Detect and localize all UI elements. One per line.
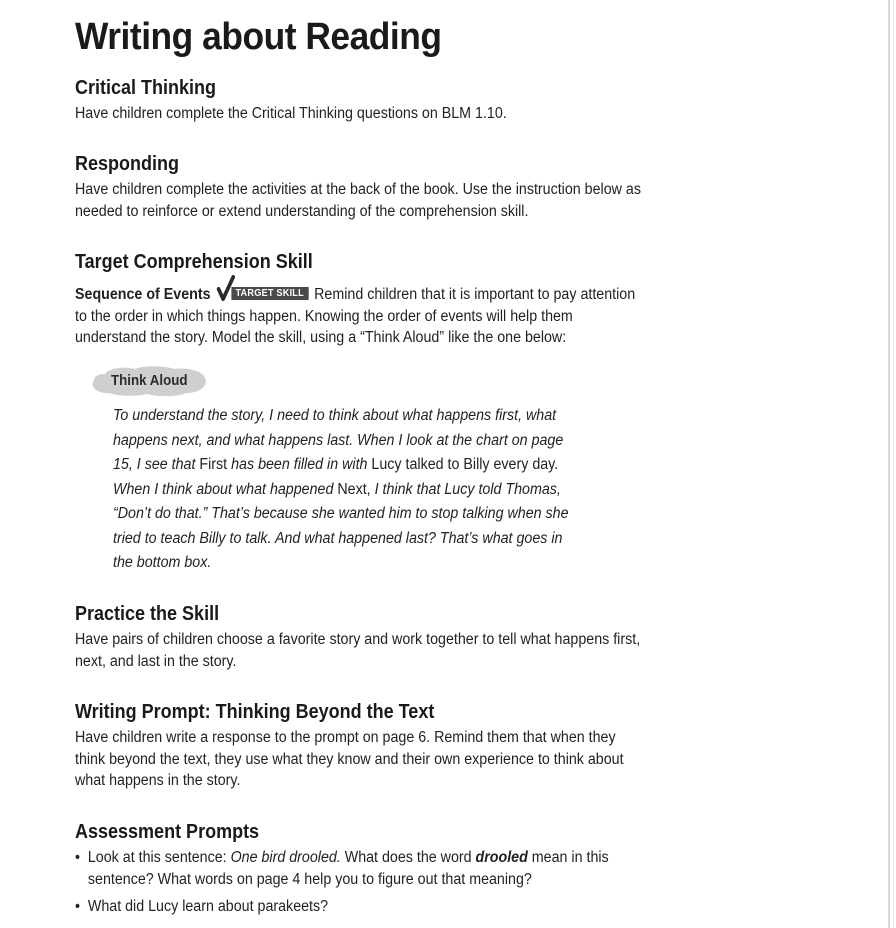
page-edge-shadow: [893, 0, 894, 928]
section-critical-thinking: [75, 76, 675, 125]
section-heading: Critical Thinking: [75, 77, 217, 99]
section-text: [75, 727, 664, 792]
assessment-list: [75, 847, 675, 918]
text-fragment: mean in this: [527, 849, 609, 866]
section-text: [75, 629, 664, 672]
text-line: To understand the story, I need to think about what happens first, what: [113, 407, 557, 424]
text-line: needed to reinforce or extend understanding of the comprehension skill.: [75, 202, 529, 220]
text-fragment: Next,: [337, 480, 371, 498]
text-line: next, and last in the story.: [75, 652, 237, 670]
text-fragment: Look at this sentence:: [87, 849, 231, 866]
text-line: the bottom box.: [113, 554, 212, 571]
text-fragment: One bird drooled.: [230, 849, 341, 866]
content: [75, 14, 675, 915]
section-responding: [75, 152, 675, 222]
text-line: sentence? What words on page 4 help you to figure out that meaning?: [87, 870, 532, 888]
text-fragment: First: [199, 456, 228, 473]
text-fragment: has been filled in with: [227, 456, 372, 473]
text-fragment: What does the word: [340, 849, 476, 866]
think-aloud-bubble: [91, 366, 209, 398]
text-line: Have children complete the activities at the back of the book. Use the instruction below as: [75, 181, 641, 198]
text-fragment: 15, I see that: [113, 456, 200, 473]
text-line: think beyond the text, they use what they know and their own experience to think about: [75, 750, 624, 768]
skill-name: Sequence of Events: [75, 286, 211, 303]
page-title: Writing about Reading: [75, 16, 442, 58]
think-aloud-block: [91, 366, 631, 576]
section-heading: Writing Prompt: Thinking Beyond the Text: [75, 701, 435, 723]
text-line: what happens in the story.: [75, 772, 241, 789]
text-fragment: I think that Lucy told Thomas,: [370, 480, 561, 498]
badge-label: TARGET SKILL: [231, 287, 308, 300]
bullet-icon: •: [75, 849, 81, 866]
section-assessment: [75, 820, 675, 924]
think-aloud-label: Think Aloud: [111, 373, 188, 389]
text-line: to the order in which things happen. Knowing the order of events will help them: [75, 307, 573, 325]
think-aloud-text: [113, 404, 582, 576]
text-fragment: drooled: [475, 849, 528, 866]
section-text: Have children complete the Critical Thinking questions on BLM 1.10.: [75, 105, 507, 122]
text-fragment: When I think about what happened: [113, 480, 338, 498]
section-text: [75, 284, 664, 349]
section-target-skill: [75, 250, 675, 349]
section-heading: Assessment Prompts: [75, 821, 260, 843]
page-edge: [888, 0, 890, 928]
bullet-icon: •: [75, 898, 81, 915]
section-heading: Target Comprehension Skill: [75, 251, 313, 273]
section-practice: [75, 602, 675, 672]
text-line: Have pairs of children choose a favorite story and work together to tell what happens first,: [75, 631, 641, 648]
text-line: tried to teach Billy to talk. And what happened last? That’s what goes in: [113, 529, 563, 547]
text-line: What did Lucy learn about parakeets?: [87, 898, 329, 915]
section-heading: Responding: [75, 153, 179, 175]
text-fragment: Lucy talked to Billy every day.: [371, 456, 559, 473]
text-line: Have children write a response to the prompt on page 6. Remind them that when they: [75, 729, 616, 746]
target-skill-badge: [218, 285, 308, 301]
section-writing-prompt: [75, 700, 675, 792]
list-item: [75, 847, 677, 890]
text-line: happens next, and what happens last. When I look at the chart on page: [113, 431, 564, 449]
section-text: [75, 179, 664, 222]
section-heading: Practice the Skill: [75, 603, 220, 625]
text-line: “Don’t do that.” That’s because she wanted him to stop talking when she: [113, 505, 569, 522]
text-line: understand the story. Model the skill, using a “Think Aloud” like the one below:: [75, 329, 567, 346]
text-fragment: Remind children that it is important to pay attention: [314, 286, 636, 303]
list-item: [75, 896, 677, 918]
